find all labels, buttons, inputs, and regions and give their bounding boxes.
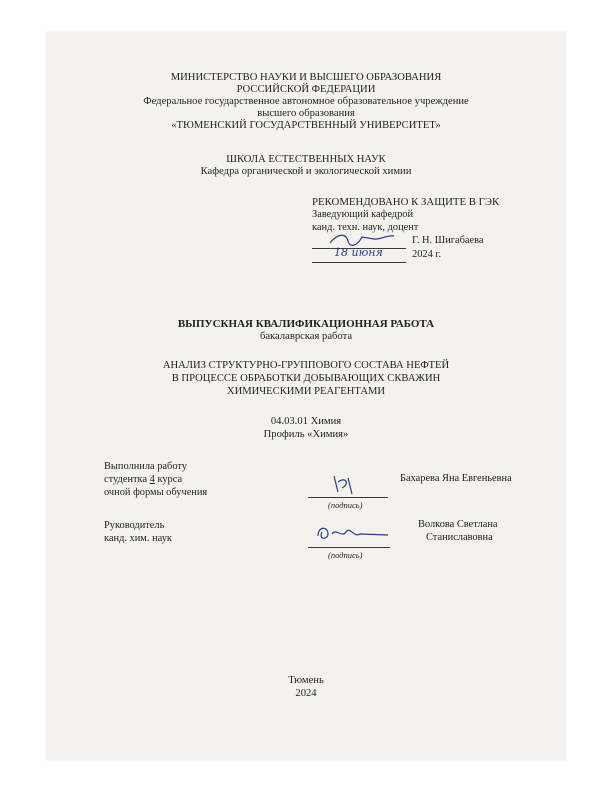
approver-name: Г. Н. Шигабаева [412, 235, 484, 246]
school-name: ШКОЛА ЕСТЕСТВЕННЫХ НАУК [226, 154, 386, 165]
student-name: Бахарева Яна Евгеньевна [400, 473, 512, 484]
institution-line-1: Федеральное государственное автономное образовательное учреждение [143, 96, 469, 107]
approver-degree: канд. техн. наук, доцент [312, 222, 419, 233]
student-line-3: очной формы обучения [104, 487, 208, 498]
title-page [46, 32, 566, 760]
approval-year: 2024 г. [412, 249, 442, 260]
work-type: ВЫПУСКНАЯ КВАЛИФИКАЦИОННАЯ РАБОТА [177, 318, 435, 330]
work-title-line-3: ХИМИЧЕСКИМИ РЕАГЕНТАМИ [226, 386, 386, 397]
footer-year: 2024 [295, 688, 317, 699]
work-title-line-1: АНАЛИЗ СТРУКТУРНО-ГРУППОВОГО СОСТАВА НЕФТЕЙ [162, 360, 450, 371]
institution-line-2: высшего образования [257, 108, 355, 119]
country-line: РОССИЙСКОЙ ФЕДЕРАЦИИ [236, 84, 376, 95]
supervisor-line-1: Руководитель [104, 520, 165, 531]
student-signature-line [308, 485, 388, 498]
date-handwritten: 18 июня [334, 246, 383, 259]
work-title-line-2: В ПРОЦЕССЕ ОБРАБОТКИ ДОБЫВАЮЩИХ СКВАЖИН [171, 373, 441, 384]
supervisor-signature-line [308, 535, 390, 548]
supervisor-signature-caption: (подпись) [328, 550, 363, 560]
approver-position: Заведующий кафедрой [312, 209, 414, 220]
student-line-2 [104, 474, 182, 486]
work-subtype: бакалаврская работа [259, 331, 353, 342]
student-suffix: курса [154, 474, 183, 485]
student-prefix: студентка [104, 474, 150, 485]
student-line-1: Выполнила работу [104, 461, 187, 472]
supervisor-line-2: канд. хим. наук [104, 533, 172, 544]
supervisor-name-line-1: Волкова Светлана [418, 519, 498, 530]
supervisor-name-line-2: Станиславовна [426, 532, 493, 543]
student-signature-caption: (подпись) [328, 500, 363, 510]
ministry-line: МИНИСТЕРСТВО НАУКИ И ВЫСШЕГО ОБРАЗОВАНИЯ [170, 72, 442, 83]
university-name: «ТЮМЕНСКИЙ ГОСУДАРСТВЕННЫЙ УНИВЕРСИТЕТ» [171, 120, 441, 131]
student-course: 4 [149, 474, 155, 485]
specialty-profile: Профиль «Химия» [263, 429, 349, 440]
department-name: Кафедра органической и экологической химии [200, 166, 412, 177]
recommended-label: РЕКОМЕНДОВАНО К ЗАЩИТЕ В ГЭК [312, 196, 500, 208]
footer-city: Тюмень [288, 675, 324, 686]
specialty-code: 04.03.01 Химия [270, 416, 342, 427]
